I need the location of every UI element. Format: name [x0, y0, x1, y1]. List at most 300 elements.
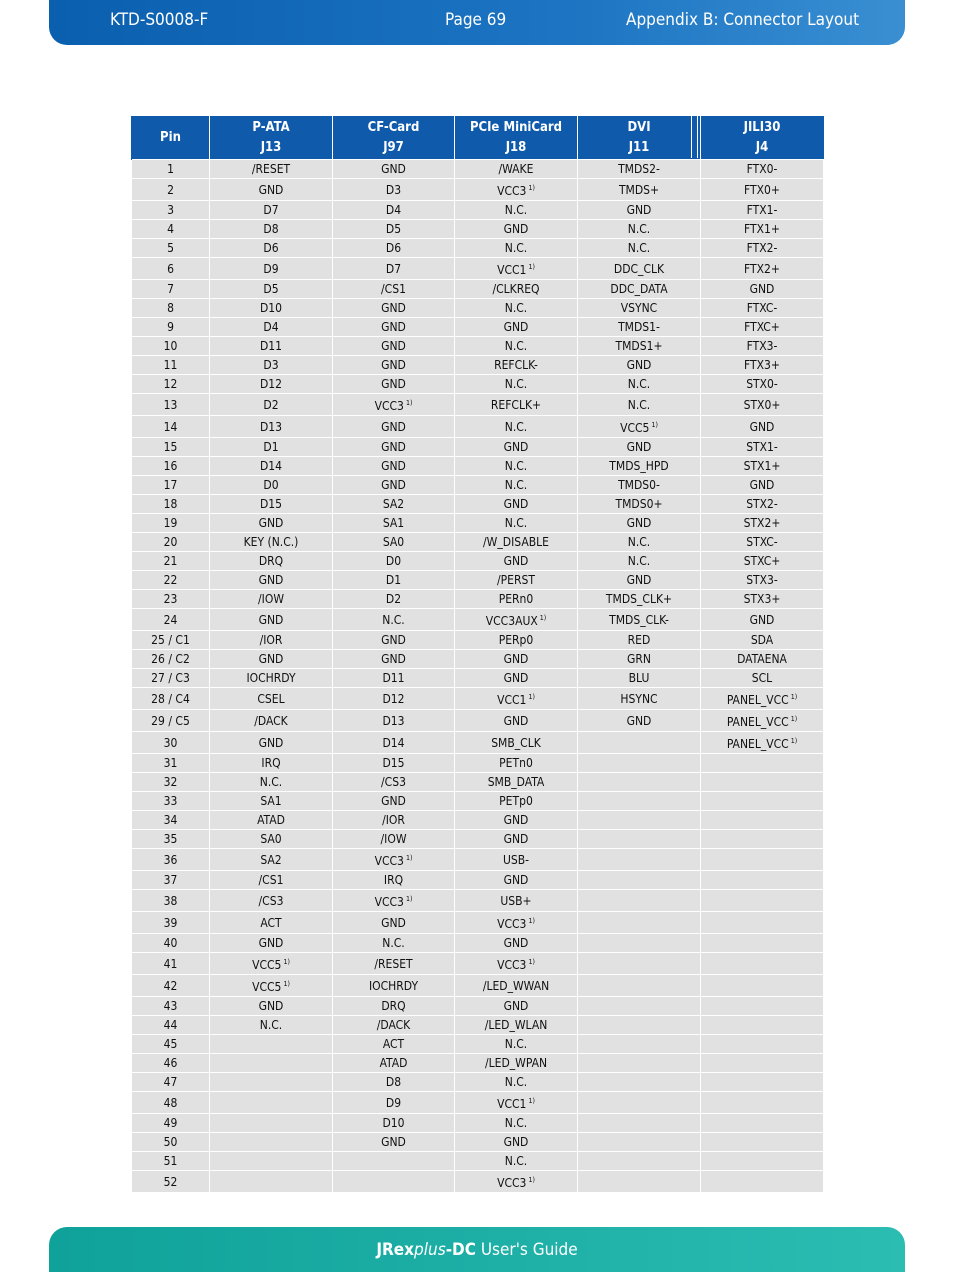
pin-number-cell: 29 / C5: [132, 710, 210, 732]
signal-cell: [578, 1152, 701, 1171]
signal-cell: D7: [210, 201, 333, 220]
table-row: [132, 792, 824, 811]
signal-cell: D8: [210, 220, 333, 239]
pin-number-cell: 21: [132, 552, 210, 571]
column-header: [333, 117, 455, 160]
pin-number-cell: 3: [132, 201, 210, 220]
table-row: [132, 1114, 824, 1133]
signal-cell: D11: [333, 669, 455, 688]
signal-cell: TMDS+: [578, 179, 701, 201]
footnote-mark: 1): [405, 895, 413, 903]
signal-cell: N.C.: [455, 514, 578, 533]
signal-cell: HSYNC: [578, 688, 701, 710]
signal-cell: SA1: [333, 514, 455, 533]
pin-number-cell: 23: [132, 590, 210, 609]
signal-cell: D10: [210, 299, 333, 318]
signal-cell: USB+: [455, 890, 578, 912]
signal-cell: [333, 1152, 455, 1171]
pin-number-cell: 1: [132, 160, 210, 179]
signal-cell: SA2: [210, 849, 333, 871]
signal-cell: SMB_DATA: [455, 773, 578, 792]
signal-cell: STX0+: [701, 394, 824, 416]
pin-number-cell: 25 / C1: [132, 631, 210, 650]
pin-number-cell: 6: [132, 258, 210, 280]
signal-name: VCC1: [497, 693, 527, 707]
signal-cell: GND: [701, 609, 824, 631]
signal-cell: GND: [578, 710, 701, 732]
table-body: [132, 160, 824, 1193]
table-row: [132, 590, 824, 609]
column-header-title: DVI: [627, 120, 651, 135]
pin-number-cell: 40: [132, 934, 210, 953]
table-row: [132, 631, 824, 650]
table-row: [132, 1016, 824, 1035]
signal-cell: [701, 773, 824, 792]
signal-cell: KEY (N.C.): [210, 533, 333, 552]
signal-name: VCC3: [374, 895, 404, 909]
signal-cell: [578, 871, 701, 890]
column-header-title: PCIe MiniCard: [469, 120, 563, 135]
pin-number-cell: 7: [132, 280, 210, 299]
pin-number-cell: 14: [132, 416, 210, 438]
signal-cell: GND: [210, 732, 333, 754]
signal-cell: /IOW: [210, 590, 333, 609]
table-row: [132, 179, 824, 201]
table-row: [132, 416, 824, 438]
column-header: [701, 117, 824, 160]
column-header-connector: J11: [628, 140, 650, 155]
signal-cell: D14: [210, 457, 333, 476]
table-row: [132, 514, 824, 533]
signal-cell: [701, 975, 824, 997]
footnote-mark: 1): [528, 958, 535, 966]
signal-cell: [455, 912, 578, 934]
signal-cell: GND: [455, 710, 578, 732]
signal-cell: D1: [333, 571, 455, 590]
signal-cell: GND: [455, 495, 578, 514]
signal-cell: TMDS0-: [578, 476, 701, 495]
signal-cell: [701, 1152, 824, 1171]
table-row: [132, 356, 824, 375]
signal-cell: [455, 688, 578, 710]
pin-number-cell: 50: [132, 1133, 210, 1152]
signal-cell: SDA: [701, 631, 824, 650]
table-row: [132, 830, 824, 849]
signal-name: VCC3: [497, 1176, 527, 1190]
column-header-connector: J18: [505, 140, 527, 155]
footnote-mark: 1): [283, 980, 290, 988]
pin-number-cell: 13: [132, 394, 210, 416]
table-header-row: [132, 117, 824, 160]
signal-cell: FTX0+: [701, 179, 824, 201]
signal-cell: /LED_WLAN: [455, 1016, 578, 1035]
table-row: [132, 1035, 824, 1054]
pin-number-cell: 20: [132, 533, 210, 552]
signal-cell: [578, 1073, 701, 1092]
signal-name: VCC3: [497, 184, 527, 198]
table-row: [132, 571, 824, 590]
signal-cell: [578, 830, 701, 849]
signal-name: VCC3: [497, 958, 527, 972]
column-header-connector: J13: [260, 140, 282, 155]
signal-cell: GND: [455, 871, 578, 890]
signal-cell: [701, 849, 824, 871]
pin-number-cell: 34: [132, 811, 210, 830]
signal-name: VCC5: [252, 980, 282, 994]
signal-cell: [701, 830, 824, 849]
signal-cell: N.C.: [455, 1114, 578, 1133]
table-row: [132, 732, 824, 754]
signal-cell: GND: [210, 179, 333, 201]
signal-cell: GND: [455, 997, 578, 1016]
signal-cell: GND: [578, 201, 701, 220]
pin-number-cell: 48: [132, 1092, 210, 1114]
pin-number-cell: 2: [132, 179, 210, 201]
signal-cell: ATAD: [210, 811, 333, 830]
table-row: [132, 239, 824, 258]
pin-number-cell: 52: [132, 1171, 210, 1193]
pin-number-cell: 46: [132, 1054, 210, 1073]
table-row: [132, 533, 824, 552]
pin-number-cell: 27 / C3: [132, 669, 210, 688]
signal-cell: TMDS2-: [578, 160, 701, 179]
signal-cell: /W_DISABLE: [455, 533, 578, 552]
signal-cell: D6: [210, 239, 333, 258]
signal-cell: N.C.: [455, 1035, 578, 1054]
signal-cell: GND: [701, 476, 824, 495]
signal-cell: D0: [333, 552, 455, 571]
footnote-mark: 1): [790, 737, 798, 745]
pin-number-cell: 24: [132, 609, 210, 631]
signal-cell: /DACK: [333, 1016, 455, 1035]
signal-cell: D6: [333, 239, 455, 258]
pin-number-cell: 35: [132, 830, 210, 849]
signal-cell: IRQ: [333, 871, 455, 890]
signal-cell: D1: [210, 438, 333, 457]
signal-cell: TMDS_HPD: [578, 457, 701, 476]
signal-cell: D3: [333, 179, 455, 201]
table-row: [132, 688, 824, 710]
signal-cell: GND: [578, 356, 701, 375]
signal-cell: N.C.: [455, 1073, 578, 1092]
signal-cell: [578, 1114, 701, 1133]
signal-cell: FTXC+: [701, 318, 824, 337]
section-title: Appendix B: Connector Layout: [626, 10, 860, 30]
pin-number-cell: 41: [132, 953, 210, 975]
connector-pin-table: [131, 116, 824, 1193]
signal-cell: SA1: [210, 792, 333, 811]
table-row: [132, 650, 824, 669]
signal-cell: [210, 975, 333, 997]
pin-number-cell: 10: [132, 337, 210, 356]
signal-cell: [701, 1054, 824, 1073]
signal-cell: N.C.: [578, 220, 701, 239]
signal-cell: FTX1-: [701, 201, 824, 220]
signal-cell: ACT: [333, 1035, 455, 1054]
pin-number-cell: 11: [132, 356, 210, 375]
pin-number-cell: 15: [132, 438, 210, 457]
pin-number-cell: 22: [132, 571, 210, 590]
table-row: [132, 890, 824, 912]
signal-cell: SMB_CLK: [455, 732, 578, 754]
signal-cell: GND: [578, 514, 701, 533]
signal-cell: GND: [455, 1133, 578, 1152]
signal-cell: VSYNC: [578, 299, 701, 318]
signal-cell: [578, 1054, 701, 1073]
column-header-connector: J97: [383, 140, 404, 155]
signal-cell: [578, 849, 701, 871]
signal-cell: GND: [333, 356, 455, 375]
signal-cell: D11: [210, 337, 333, 356]
table-row: [132, 160, 824, 179]
signal-cell: [701, 1035, 824, 1054]
signal-cell: [578, 1133, 701, 1152]
signal-cell: FTX1+: [701, 220, 824, 239]
signal-cell: D9: [333, 1092, 455, 1114]
signal-cell: N.C.: [455, 1152, 578, 1171]
footnote-mark: 1): [528, 1176, 535, 1184]
signal-cell: GND: [333, 438, 455, 457]
signal-cell: N.C.: [210, 1016, 333, 1035]
pin-number-cell: 16: [132, 457, 210, 476]
page-header: [49, 0, 905, 45]
signal-cell: [210, 953, 333, 975]
signal-cell: [701, 754, 824, 773]
signal-cell: [578, 975, 701, 997]
signal-cell: /CS3: [210, 890, 333, 912]
signal-cell: GND: [333, 631, 455, 650]
signal-cell: D12: [210, 375, 333, 394]
pin-number-cell: 5: [132, 239, 210, 258]
signal-cell: IRQ: [210, 754, 333, 773]
signal-cell: D13: [210, 416, 333, 438]
pin-number-cell: 19: [132, 514, 210, 533]
footnote-mark: 1): [790, 715, 798, 723]
table-row: [132, 934, 824, 953]
signal-cell: [578, 1035, 701, 1054]
signal-cell: [578, 1171, 701, 1193]
signal-cell: GND: [455, 830, 578, 849]
signal-cell: [701, 1133, 824, 1152]
signal-cell: GND: [210, 571, 333, 590]
page-number: Page 69: [445, 10, 507, 30]
pin-number-cell: 12: [132, 375, 210, 394]
signal-cell: D12: [333, 688, 455, 710]
signal-cell: [701, 890, 824, 912]
table-row: [132, 438, 824, 457]
signal-cell: [578, 811, 701, 830]
signal-cell: GND: [455, 669, 578, 688]
signal-cell: [701, 953, 824, 975]
signal-cell: FTX3+: [701, 356, 824, 375]
table-row: [132, 871, 824, 890]
signal-cell: GND: [455, 811, 578, 830]
signal-name: VCC3: [374, 399, 404, 413]
table-row: [132, 1054, 824, 1073]
signal-cell: [210, 1073, 333, 1092]
pin-number-cell: 49: [132, 1114, 210, 1133]
signal-cell: GND: [210, 934, 333, 953]
table-row: [132, 953, 824, 975]
signal-cell: D2: [210, 394, 333, 416]
signal-cell: TMDS0+: [578, 495, 701, 514]
signal-cell: [210, 1152, 333, 1171]
signal-cell: SA0: [333, 533, 455, 552]
signal-cell: [701, 1092, 824, 1114]
pin-number-cell: 9: [132, 318, 210, 337]
signal-cell: N.C.: [578, 375, 701, 394]
table-row: [132, 975, 824, 997]
table-row: [132, 1171, 824, 1193]
document-id: KTD-S0008-F: [110, 10, 209, 30]
signal-cell: IOCHRDY: [210, 669, 333, 688]
table-row: [132, 710, 824, 732]
brand-suffix: -DC: [445, 1240, 476, 1260]
signal-name: VCC5: [252, 958, 282, 972]
signal-cell: FTX0-: [701, 160, 824, 179]
signal-cell: [578, 773, 701, 792]
signal-cell: GND: [333, 416, 455, 438]
table-row: [132, 318, 824, 337]
pin-number-cell: 26 / C2: [132, 650, 210, 669]
signal-cell: [701, 871, 824, 890]
pin-number-cell: 39: [132, 912, 210, 934]
signal-cell: [210, 1035, 333, 1054]
signal-cell: D9: [210, 258, 333, 280]
table-row: [132, 337, 824, 356]
pin-number-cell: 30: [132, 732, 210, 754]
signal-cell: [455, 1092, 578, 1114]
signal-cell: [210, 1092, 333, 1114]
pin-number-cell: 36: [132, 849, 210, 871]
signal-cell: N.C.: [455, 239, 578, 258]
signal-name: VCC1: [497, 263, 527, 277]
pin-number-cell: 18: [132, 495, 210, 514]
signal-cell: [701, 912, 824, 934]
signal-cell: D4: [210, 318, 333, 337]
column-header: [210, 117, 333, 160]
signal-cell: [701, 934, 824, 953]
signal-cell: [210, 1054, 333, 1073]
signal-cell: D7: [333, 258, 455, 280]
signal-cell: RED: [578, 631, 701, 650]
signal-cell: /IOW: [333, 830, 455, 849]
table-row: [132, 495, 824, 514]
brand-name: JRex: [376, 1240, 415, 1260]
signal-cell: [578, 953, 701, 975]
table-row: [132, 299, 824, 318]
signal-cell: [210, 1114, 333, 1133]
pin-number-cell: 4: [132, 220, 210, 239]
table-row: [132, 912, 824, 934]
signal-cell: FTX2+: [701, 258, 824, 280]
page-footer: [49, 1227, 905, 1272]
signal-cell: REFCLK-: [455, 356, 578, 375]
pin-number-cell: 51: [132, 1152, 210, 1171]
signal-cell: N.C.: [210, 773, 333, 792]
table-row: [132, 849, 824, 871]
signal-cell: [701, 997, 824, 1016]
signal-cell: GND: [333, 912, 455, 934]
signal-cell: GND: [333, 476, 455, 495]
signal-cell: /LED_WWAN: [455, 975, 578, 997]
signal-cell: [578, 792, 701, 811]
signal-cell: [210, 1171, 333, 1193]
column-header-title: Pin: [160, 130, 181, 145]
signal-cell: D3: [210, 356, 333, 375]
signal-cell: D5: [333, 220, 455, 239]
signal-cell: GND: [578, 438, 701, 457]
header-divider: [697, 116, 698, 158]
signal-cell: /IOR: [333, 811, 455, 830]
pin-number-cell: 8: [132, 299, 210, 318]
signal-cell: STX3+: [701, 590, 824, 609]
signal-cell: [333, 1171, 455, 1193]
signal-cell: /CS1: [333, 280, 455, 299]
signal-cell: GND: [455, 220, 578, 239]
pin-number-cell: 31: [132, 754, 210, 773]
signal-cell: GND: [701, 280, 824, 299]
footnote-mark: 1): [283, 958, 290, 966]
signal-cell: GND: [333, 457, 455, 476]
signal-cell: DRQ: [210, 552, 333, 571]
signal-name: VCC3AUX: [485, 614, 538, 628]
signal-cell: /IOR: [210, 631, 333, 650]
signal-cell: GND: [210, 650, 333, 669]
signal-cell: D2: [333, 590, 455, 609]
footnote-mark: 1): [405, 854, 413, 862]
guide-label: User's Guide: [480, 1240, 578, 1260]
signal-cell: TMDS_CLK+: [578, 590, 701, 609]
signal-cell: GND: [333, 299, 455, 318]
signal-cell: N.C.: [578, 239, 701, 258]
signal-cell: SA0: [210, 830, 333, 849]
table-row: [132, 201, 824, 220]
signal-cell: ACT: [210, 912, 333, 934]
signal-cell: STX3-: [701, 571, 824, 590]
signal-cell: DDC_CLK: [578, 258, 701, 280]
signal-cell: [333, 394, 455, 416]
signal-name: PANEL_VCC: [726, 693, 789, 707]
footnote-mark: 1): [651, 421, 658, 429]
table-row: [132, 280, 824, 299]
signal-cell: GND: [210, 514, 333, 533]
signal-cell: /CS3: [333, 773, 455, 792]
signal-cell: CSEL: [210, 688, 333, 710]
signal-cell: STX2+: [701, 514, 824, 533]
signal-cell: BLU: [578, 669, 701, 688]
signal-cell: D5: [210, 280, 333, 299]
signal-cell: GND: [333, 1133, 455, 1152]
signal-cell: SCL: [701, 669, 824, 688]
column-header-title: P-ATA: [252, 120, 290, 135]
signal-cell: STX1+: [701, 457, 824, 476]
pin-number-cell: 42: [132, 975, 210, 997]
signal-cell: /LED_WPAN: [455, 1054, 578, 1073]
signal-cell: FTXC-: [701, 299, 824, 318]
signal-cell: GND: [455, 552, 578, 571]
signal-cell: DATAENA: [701, 650, 824, 669]
signal-cell: STX2-: [701, 495, 824, 514]
pin-number-cell: 43: [132, 997, 210, 1016]
signal-cell: [455, 1171, 578, 1193]
signal-cell: STX1-: [701, 438, 824, 457]
signal-cell: GND: [333, 650, 455, 669]
table-row: [132, 1133, 824, 1152]
pin-number-cell: 28 / C4: [132, 688, 210, 710]
signal-cell: STXC+: [701, 552, 824, 571]
table-row: [132, 375, 824, 394]
